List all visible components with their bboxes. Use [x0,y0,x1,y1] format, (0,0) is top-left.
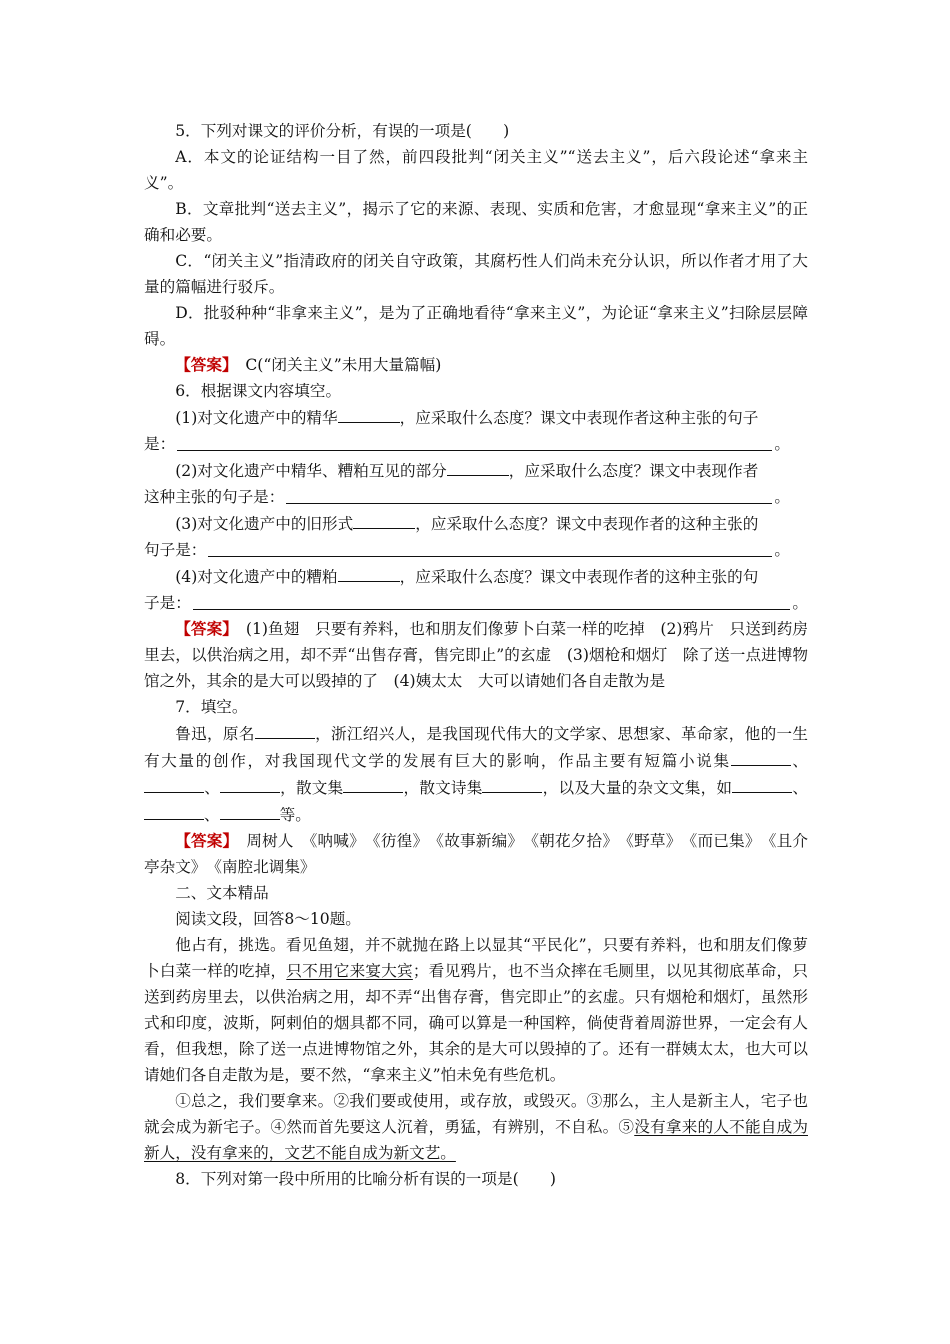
answer-tag: 【答案】 [175,355,230,374]
q5-option-c: C．“闭关主义”指清政府的闭关自守政策，其腐朽性人们尚未充分认识，所以作者才用了大量的篇幅进行驳斥。 [144,252,808,296]
blank-line [177,432,772,451]
q6-item-1: (1)对文化遗产中的精华 ，应采取什么态度？课文中表现作者这种主张的句子 [144,404,808,431]
q8-stem: 8．下列对第一段中所用的比喻分析有误的一项是( ) [175,1170,556,1188]
blank [353,510,415,529]
answer-tag: 【答案】 [175,831,231,850]
q6-answer-text: (1)鱼翅 只要有养料，也和朋友们像萝卜白菜一样的吃掉 (2)鸦片 只送到药房里去，以供治病之用，却不弄“出售存膏，售完即止”的玄虚 (3)烟枪和烟灯 除了送一点进博物馆之外，其余的是大可以毁掉的了 (4)姨太太 大可以请她们各自走散为是 [144,620,809,690]
blank [144,801,204,820]
blank [338,563,400,582]
q7-stem: 7．填空。 [175,698,248,716]
q6-stem: 6．根据课文内容填空。 [175,382,342,400]
q5-option-a: A．本文的论证结构一目了然，前四段批判“闭关主义”“送去主义”，后六段论述“拿来主义”。 [144,148,808,192]
blank [220,801,280,820]
blank-line [286,485,772,504]
blank [482,774,542,793]
section-heading: 二、文本精品 [175,884,269,902]
passage-paragraph-2: ①总之，我们要拿来。②我们要或使用，或存放，或毁灭。③那么，主人是新主人，宅子也就会成为新宅子。④然而首先要这人沉着，勇猛，有辨别，不自私。⑤没有拿来的人不能自成为新人，没有拿来的，文艺不能自成为新文艺。 [144,1092,808,1162]
blank [447,457,509,476]
q6-item-3-answer-line: 句子是： 。 [144,537,808,563]
q7-answer-text: 周树人 《呐喊》 《彷徨》 《故事新编》 《朝花夕拾》 《野草》 《而已集》 《且介亭杂文》 《南腔北调集》 [144,832,808,876]
blank [220,774,280,793]
reading-instruction: 阅读文段，回答8～10题。 [175,910,361,928]
q5-answer [144,352,808,378]
blank [144,774,204,793]
blank-line [193,591,791,610]
blank-line [208,538,772,557]
blank [343,774,403,793]
blank [338,404,400,423]
q5-answer-text: C(“闭关主义”未用大量篇幅) [229,356,442,374]
answer-tag: 【答案】 [175,619,231,638]
document-body [144,118,808,1192]
blank [255,720,315,739]
q7-answer [144,828,808,880]
q7-body: 鲁迅，原名 ，浙江绍兴人，是我国现代伟大的文学家、思想家、革命家，他的一生有大量的创作，对我国现代文学的发展有巨大的影响，作品主要有短篇小说集 、、 ，散文集 ，散文诗集 ，以及大量的杂文文集，如 、、 等。 [144,720,808,828]
q5-option-b: B．文章批判“送去主义”，揭示了它的来源、表现、实质和危害，才愈显现“拿来主义”的正确和必要。 [144,200,808,244]
q6-item-4-answer-line: 子是： 。 [144,590,808,616]
q6-item-3: (3)对文化遗产中的旧形式 ，应采取什么态度？课文中表现作者的这种主张的 [144,510,808,537]
blank [732,774,792,793]
q6-item-2: (2)对文化遗产中精华、糟粕互见的部分 ，应采取什么态度？课文中表现作者 [144,457,808,484]
q5-option-d: D．批驳种种“非拿来主义”，是为了正确地看待“拿来主义”，为论证“拿来主义”扫除层层障碍。 [144,304,808,348]
q6-answer [144,616,808,694]
underlined-phrase: 只不用它来宴大宾 [286,962,413,980]
q5-stem: 5．下列对课文的评价分析，有误的一项是( ) [175,122,510,140]
blank [731,747,791,766]
q6-item-2-answer-line: 这种主张的句子是： 。 [144,484,808,510]
passage-paragraph-1: 他占有，挑选。看见鱼翅，并不就抛在路上以显其“平民化”，只要有养料，也和朋友们像萝卜白菜一样的吃掉，只不用它来宴大宾；看见鸦片，也不当众摔在毛厕里，以见其彻底革命，只送到药房里去，以供治病之用，却不弄“出售存膏，售完即止”的玄虚。只有烟枪和烟灯，虽然形式和印度，波斯，阿剌伯的烟具都不同，确可以算是一种国粹，倘使背着周游世界，一定会有人看，但我想，除了送一点进博物馆之外，其余的是大可以毁掉的了。还有一群姨太太，也大可以请她们各自走散为是，要不然，“拿来主义”怕未免有些危机。 [144,936,808,1084]
q6-item-4: (4)对文化遗产中的糟粕 ，应采取什么态度？课文中表现作者的这种主张的句 [144,563,808,590]
q6-item-1-answer-line: 是： 。 [144,431,808,457]
underlined-sentence: 没有拿来的人不能自成为新人，没有拿来的，文艺不能自成为新文艺。 [144,1118,808,1162]
